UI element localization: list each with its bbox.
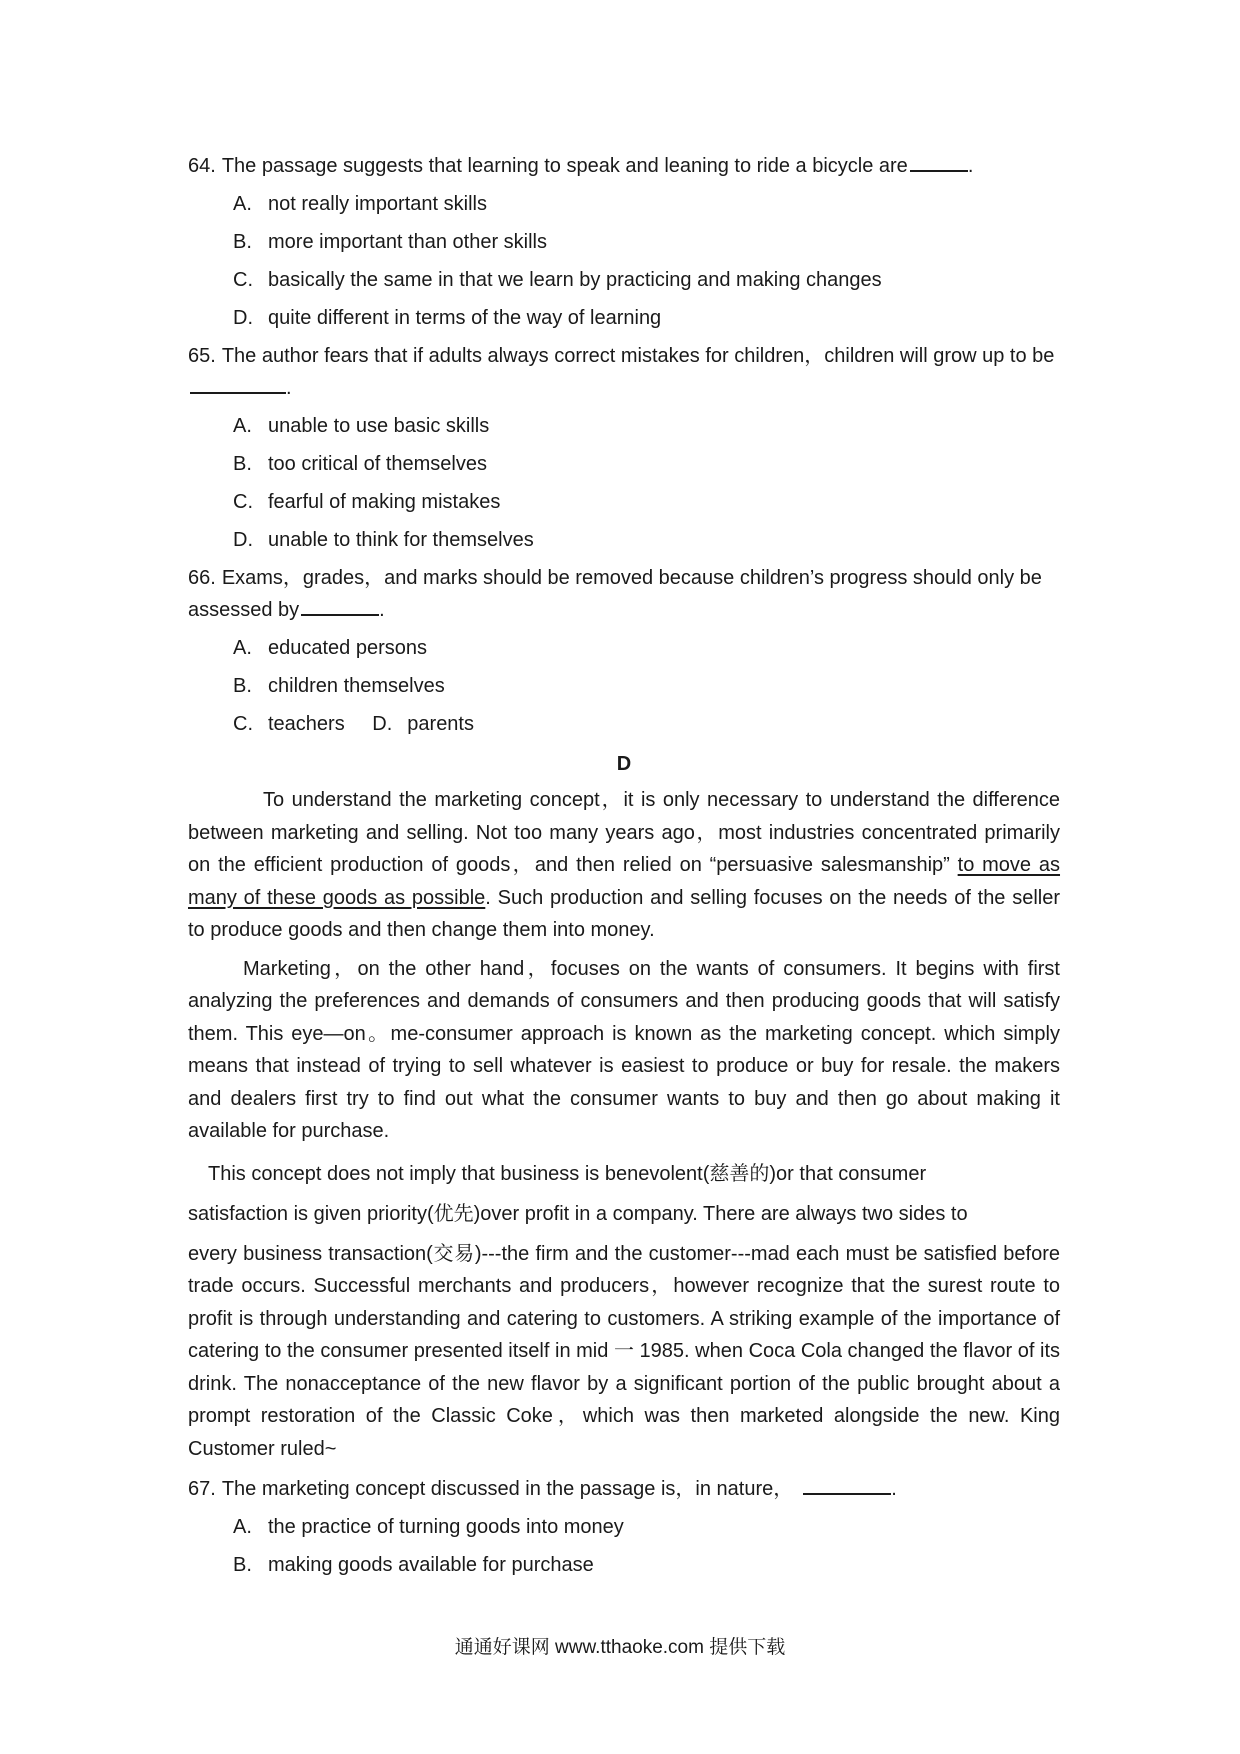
option-text: quite different in terms of the way of learning <box>268 307 662 329</box>
option-letter: B. <box>233 453 252 475</box>
section-heading: D <box>616 753 632 775</box>
option-letter: B. <box>233 231 252 253</box>
option-text: more important than other skills <box>268 231 548 253</box>
paragraph-line: This concept does not imply that business is benevolent(慈善的)or that consumer <box>208 1162 927 1185</box>
question-text: Exams，grades，and marks should be removed because children’s progress should only be assessed by <box>188 567 1042 621</box>
option-c <box>188 264 1060 296</box>
option-letter: D. <box>233 529 253 551</box>
option-text: making goods available for purchase <box>268 1554 594 1576</box>
passage-paragraph-1 <box>188 784 1060 947</box>
underlined-phrase: to move as many of these goods as possible <box>188 854 1061 909</box>
question-end: . <box>379 599 385 621</box>
question-number: 65. <box>188 345 216 367</box>
option-text: educated persons <box>268 637 428 659</box>
document-page <box>188 150 1060 1581</box>
option-letter: C. <box>233 269 253 291</box>
option-c-and-d <box>188 708 1060 740</box>
option-letter: B. <box>233 1554 252 1576</box>
option-text: unable to use basic skills <box>268 415 490 437</box>
option-text: the practice of turning goods into money <box>268 1516 624 1538</box>
option-text: not really important skills <box>268 193 487 215</box>
option-a <box>188 632 1060 664</box>
question-64 <box>188 150 1060 334</box>
option-b <box>188 448 1060 480</box>
option-text: teachers <box>268 713 345 735</box>
question-stem <box>188 1473 1060 1505</box>
question-end: . <box>286 377 292 399</box>
option-d <box>372 708 474 740</box>
question-text: The marketing concept discussed in the passage is，in nature， <box>221 1478 794 1500</box>
question-number: 66. <box>188 567 216 589</box>
option-a <box>188 410 1060 442</box>
question-65 <box>188 340 1060 556</box>
option-letter: D. <box>372 713 393 735</box>
answer-blank <box>910 152 968 172</box>
option-letter: C. <box>233 491 253 513</box>
passage-paragraph-2 <box>188 953 1060 1148</box>
option-letter: C. <box>233 713 253 735</box>
question-stem <box>188 340 1060 404</box>
question-number: 64. <box>188 155 216 177</box>
option-a <box>188 1511 1060 1543</box>
question-end: . <box>967 155 974 177</box>
paragraph-text: To understand the marketing concept，it is only necessary to understand the difference between marketing and selling. Not too many years ago，most industries concentrated primarily on the efficient production of goods，and then relied on “persuasive salesmanship” <box>188 789 1060 876</box>
paragraph-text: every business transaction(交易)---the firm and the customer---mad each must be satisfied before trade occurs. Successful merchants and producers，however recognize that the surest route to profit is through understanding and catering to customers. A striking example of the importance of catering to the consumer presented itself in mid 一 1985. when Coca Cola changed the flavor of its drink. The nonacceptance of the new flavor by a significant portion of the public brought about a prompt restoration of the Classic Coke，which was then marketed alongside the new. King Customer ruled~ <box>188 1242 1060 1460</box>
option-b <box>188 226 1060 258</box>
option-text: basically the same in that we learn by practicing and making changes <box>268 269 882 291</box>
answer-blank <box>803 1475 891 1495</box>
option-text: fearful of making mistakes <box>268 491 501 513</box>
passage-paragraph-3 <box>188 1154 1060 1466</box>
option-text: too critical of themselves <box>268 453 487 475</box>
option-a <box>188 188 1060 220</box>
option-text: unable to think for themselves <box>268 529 534 551</box>
paragraph-line: satisfaction is given priority(优先)over profit in a company. There are always two sides to <box>188 1202 968 1225</box>
option-letter: D. <box>233 307 253 329</box>
option-letter: A. <box>233 415 252 437</box>
option-b <box>188 670 1060 702</box>
option-b <box>188 1549 1060 1581</box>
page-footer: 通通好课网 www.tthaoke.com 提供下载 <box>454 1637 786 1658</box>
answer-blank <box>190 374 286 394</box>
question-text: The passage suggests that learning to speak and leaning to ride a bicycle are <box>221 155 908 177</box>
question-end: . <box>891 1478 897 1500</box>
question-number: 67. <box>188 1478 216 1500</box>
paragraph-text: Marketing，on the other hand，focuses on the wants of consumers. It begins with first analyzing the preferences and demands of consumers and then producing goods that will satisfy them. This eye—on。me-consumer approach is known as the marketing concept. which simply means that instead of trying to sell whatever is easiest to produce or buy for resale. the makers and dealers first try to find out what the consumer wants to buy and then go about making it available for purchase. <box>188 957 1060 1142</box>
question-66 <box>188 562 1060 740</box>
option-text: children themselves <box>268 675 445 697</box>
option-c <box>188 486 1060 518</box>
question-text: The author fears that if adults always correct mistakes for children，children will grow up to be <box>221 345 1055 367</box>
paragraph-text: . Such production and selling focuses on the needs of the seller to produce goods and then change them into money. <box>188 886 1060 941</box>
question-stem <box>188 150 1060 182</box>
option-d <box>188 302 1060 334</box>
option-d <box>188 524 1060 556</box>
option-letter: A. <box>233 637 252 659</box>
option-letter: B. <box>233 675 252 697</box>
question-67 <box>188 1473 1060 1581</box>
answer-blank <box>301 596 379 616</box>
option-letter: A. <box>233 1516 252 1538</box>
option-text: parents <box>407 713 474 735</box>
question-stem <box>188 562 1060 626</box>
option-letter: A. <box>233 193 252 215</box>
